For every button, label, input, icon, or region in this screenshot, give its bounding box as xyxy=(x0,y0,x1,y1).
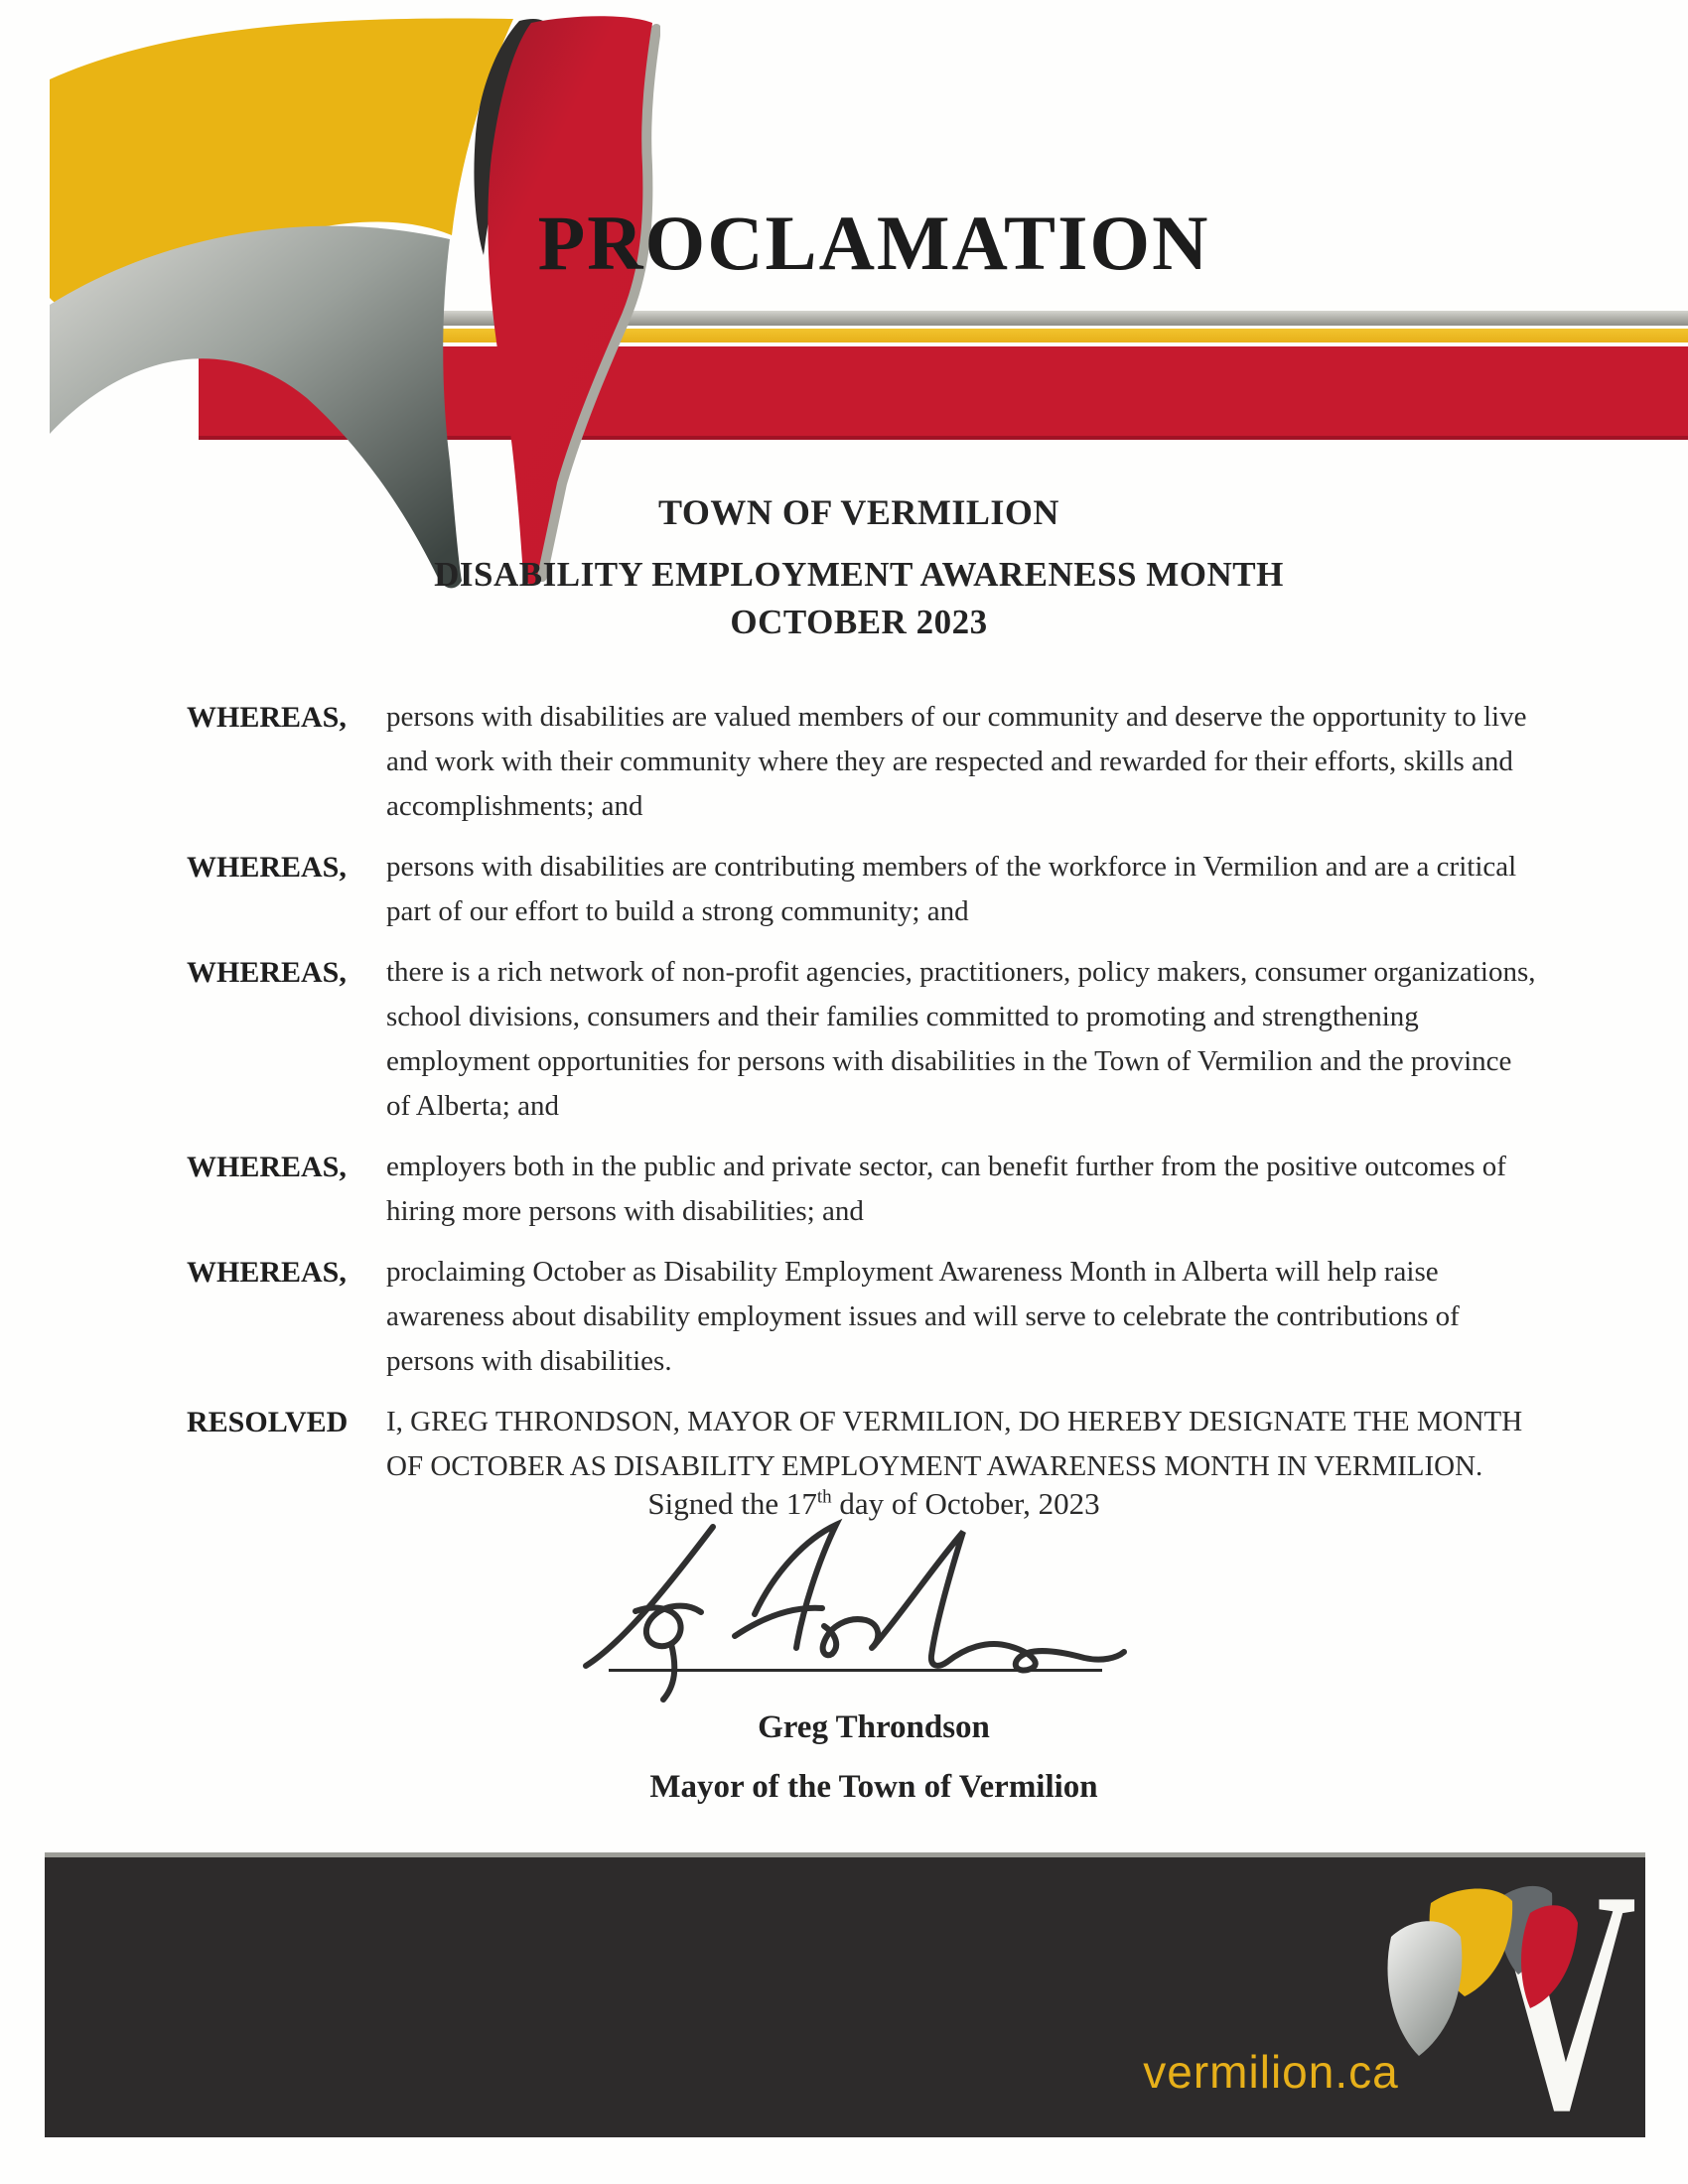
clause-label: WHEREAS, xyxy=(187,851,347,884)
signed-date-suffix: day of October, 2023 xyxy=(831,1486,1100,1521)
clause-row xyxy=(187,1400,1542,1489)
signed-date-ordinal: th xyxy=(816,1486,832,1508)
clauses-section xyxy=(187,695,1542,1505)
clause-label: WHEREAS, xyxy=(187,956,347,989)
footer-website-text: vermilion.ca xyxy=(1143,2046,1399,2098)
clause-text: employers both in the public and private sector, can benefit further from the positive outcomes of hiring more persons with disabilities; and xyxy=(386,1151,1506,1227)
signatory-title: Mayor of the Town of Vermilion xyxy=(649,1769,1098,1805)
clause-text: I, GREG THRONDSON, MAYOR OF VERMILION, DO HEREBY DESIGNATE THE MONTH OF OCTOBER AS DISABILITY EMPLOYMENT AWARENESS MONTH IN VERMILION. xyxy=(386,1406,1523,1482)
clause-label: WHEREAS, xyxy=(187,1256,347,1289)
clause-label: WHEREAS, xyxy=(187,1151,347,1183)
page-title: PROCLAMATION xyxy=(537,200,1210,286)
footer-flag-petals-icon xyxy=(1373,1875,1587,2064)
clause-text: persons with disabilities are contributing members of the workforce in Vermilion and are a critical part of our effort to build a strong community; and xyxy=(386,851,1517,927)
footer-band xyxy=(45,1852,1645,2137)
document-title: TOWN OF VERMILION xyxy=(658,492,1059,532)
document-title-block xyxy=(30,491,1688,642)
clause-row xyxy=(187,1145,1542,1234)
clause-row xyxy=(187,695,1542,829)
document-date: OCTOBER 2023 xyxy=(730,603,988,641)
clause-text: proclaiming October as Disability Employment Awareness Month in Alberta will help raise awareness about disability employment issues and will serve to celebrate the contributions of persons with disabilities. xyxy=(386,1256,1460,1377)
clause-text: persons with disabilities are valued members of our community and deserve the opportunity to live and work with their community where they are respected and rewarded for their efforts, skills and accomplishments; and xyxy=(386,701,1527,822)
clause-text: there is a rich network of non-profit agencies, practitioners, policy makers, consumer organizations, school divisions, consumers and their families committed to promoting and strengthening employment opportunities for persons with disabilities in the Town of Vermilion and the province of Alberta; and xyxy=(386,956,1536,1122)
clause-label: RESOLVED xyxy=(187,1406,349,1438)
signed-date-prefix: Signed the 17 xyxy=(647,1486,817,1521)
clause-row xyxy=(187,845,1542,934)
document-subtitle: DISABILITY EMPLOYMENT AWARENESS MONTH xyxy=(434,555,1284,594)
signatory-name: Greg Throndson xyxy=(758,1709,990,1745)
clause-row xyxy=(187,950,1542,1129)
clause-label: WHEREAS, xyxy=(187,701,347,734)
signature-line xyxy=(609,1669,1102,1672)
mayor-signature-image xyxy=(576,1517,1132,1704)
clause-row xyxy=(187,1250,1542,1384)
